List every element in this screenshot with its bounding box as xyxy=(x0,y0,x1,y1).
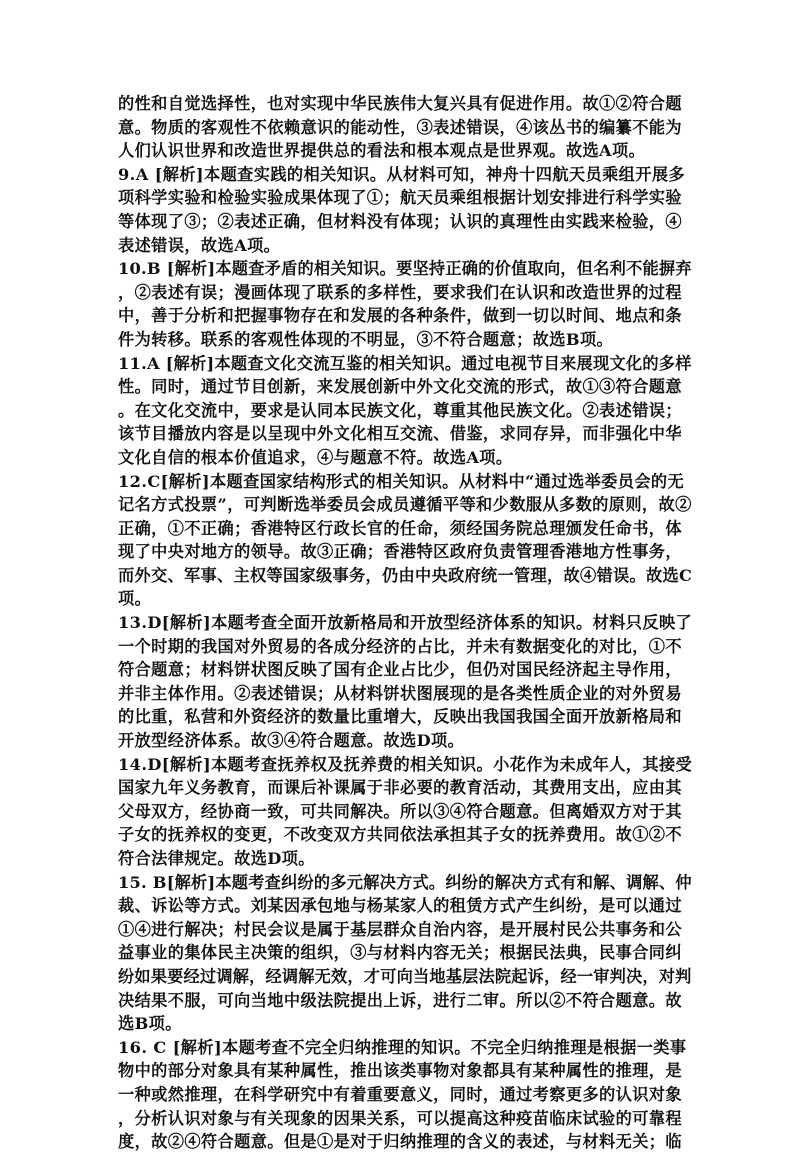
text-line: 该节目播放内容是以呈现中外文化相互交流、借鉴，求同存异，而非强化中华 xyxy=(118,424,682,444)
text-line: 项。 xyxy=(118,589,152,609)
text-line: 11.A [解析]本题查文化交流互鉴的相关知识。通过电视节目来展现文化的多样 xyxy=(118,353,692,373)
text-line: ，②表述有误；漫画体现了联系的多样性，要求我们在认识和改造世界的过程 xyxy=(118,282,682,302)
text-line: 正确，①不正确；香港特区行政长官的任命，须经国务院总理颁发任命书，体 xyxy=(118,518,682,538)
text-line: 选B项。 xyxy=(118,1014,182,1034)
text-line: 件为转移。联系的客观性体现的不明显，③不符合题意；故选B项。 xyxy=(118,329,614,349)
text-line: 益事业的集体民主决策的组织，③与材料内容无关；根据民法典，民事合同纠 xyxy=(118,943,682,963)
text-line: 一个时期的我国对外贸易的各成分经济的占比，并未有数据变化的对比，①不 xyxy=(118,636,682,656)
text-line: 符合法律规定。故选D项。 xyxy=(118,849,315,868)
text-line: 现了中央对地方的领导。故③正确；香港特区政府负责管理香港地方性事务， xyxy=(118,542,682,562)
text-line: 表述错误，故选A项。 xyxy=(118,235,281,255)
text-line: 9.A [解析]本题查实践的相关知识。从材料可知，神舟十四航天员乘组开展多 xyxy=(118,164,686,184)
text-line: 而外交、军事、主权等国家级事务，仍由中央政府统一管理，故④错误。故选C xyxy=(118,565,693,585)
text-line: 度，故②④符合题意。但是①是对于归纳推理的含义的表述，与材料无关；临 xyxy=(118,1132,682,1152)
text-line: 记名方式投票”，可判断选举委员会成员遵循平等和少数服从多数的原则，故② xyxy=(118,495,692,515)
text-line: 并非主体作用。②表述错误；从材料饼状图展现的是各类性质企业的对外贸易 xyxy=(118,683,682,703)
text-line: 中，善于分析和把握事物存在和发展的各种条件，做到一切以时间、地点和条 xyxy=(118,306,682,326)
text-line: 意。物质的客观性不依赖意识的能动性，③表述错误，④该丛书的编纂不能为 xyxy=(118,117,682,137)
answer-explanations xyxy=(118,92,692,1154)
text-line: 人们认识世界和改造世界提供总的看法和根本观点是世界观。故选A项。 xyxy=(118,141,646,161)
text-line: 10.B [解析]本题查矛盾的相关知识。要坚持正确的价值取向，但名利不能摒弃 xyxy=(118,259,692,279)
text-line: 物中的部分对象具有某种属性，推出该类事物对象都具有某种属性的推理，是 xyxy=(118,1061,682,1081)
text-line: ，分析认识对象与有关现象的因果关系，可以提高这种疫苗临床试验的可靠程 xyxy=(118,1108,682,1128)
text-line: 裁、诉讼等方式。刘某因承包地与杨某家人的租赁方式产生纠纷，是可以通过 xyxy=(118,896,682,916)
text-line: 14.D[解析]本题考查抚养权及抚养费的相关知识。小花作为未成年人，其接受 xyxy=(118,754,693,774)
text-line: 15. B[解析]本题考查纠纷的多元解决方式。纠纷的解决方式有和解、调解、仲 xyxy=(118,872,692,892)
text-line: 一种或然推理，在科学研究中有着重要意义，同时，通过考察更多的认识对象 xyxy=(118,1084,682,1104)
text-line: ①④进行解决；村民会议是属于基层群众自治内容，是开展村民公共事务和公 xyxy=(118,919,682,939)
text-line: 父母双方，经协商一致，可共同解决。所以③④符合题意。但离婚双方对于其 xyxy=(118,801,682,821)
text-line: 文化自信的根本价值追求，④与题意不符。故选A项。 xyxy=(118,447,513,467)
text-line: 13.D[解析]本题考查全面开放新格局和开放型经济体系的知识。材料只反映了 xyxy=(118,613,693,633)
text-line: 的比重，私营和外资经济的数量比重增大，反映出我国我国全面开放新格局和 xyxy=(118,707,682,727)
text-line: 12.C[解析]本题查国家结构形式的相关知识。从材料中“通过选举委员会的无 xyxy=(118,471,685,491)
text-line: 国家九年义务教育，而课后补课属于非必要的教育活动，其费用支出，应由其 xyxy=(118,778,682,798)
text-line: 符合题意；材料饼状图反映了国有企业占比少，但仍对国民经济起主导作用， xyxy=(118,660,682,680)
text-line: 等体现了③；②表述正确，但材料没有体现；认识的真理性由实践来检验，④ xyxy=(118,211,682,231)
text-line: 。在文化交流中，要求是认同本民族文化，尊重其他民族文化。②表述错误； xyxy=(118,400,682,420)
text-line: 16. C [解析]本题考查不完全归纳推理的知识。不完全归纳推理是根据一类事 xyxy=(118,1037,687,1057)
text-line: 的性和自觉选择性，也对实现中华民族伟大复兴具有促进作用。故①②符合题 xyxy=(118,94,682,113)
text-line: 开放型经济体系。故③④符合题意。故选D项。 xyxy=(118,731,465,751)
text-line: 子女的抚养权的变更，不改变双方共同依法承担其子女的抚养费用。故①②不 xyxy=(118,825,682,845)
text-line: 决结果不服，可向当地中级法院提出上诉，进行二审。所以②不符合题意。故 xyxy=(118,990,682,1010)
text-line: 纷如果要经过调解，经调解无效，才可向当地基层法院起诉，经一审判决，对判 xyxy=(118,966,692,986)
text-line: 性。同时，通过节目创新，来发展创新中外文化交流的形式，故①③符合题意 xyxy=(118,377,682,397)
text-line: 项科学实验和检验实验成果体现了①；航天员乘组根据计划安排进行科学实验 xyxy=(118,188,682,208)
